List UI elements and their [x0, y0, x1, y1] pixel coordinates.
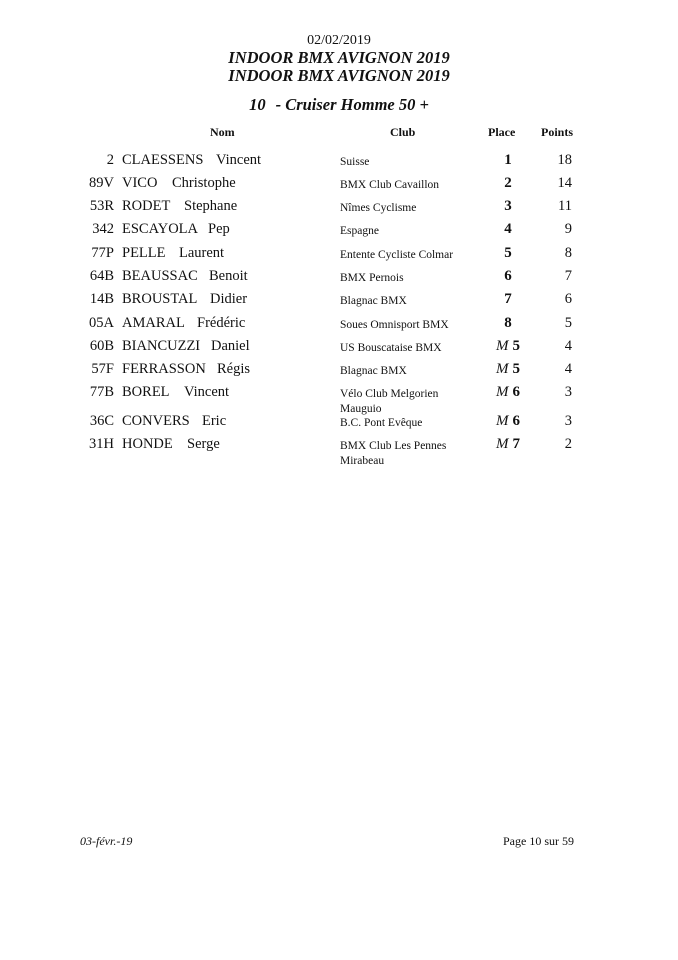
rider-points: 2: [564, 436, 572, 452]
column-header-points: Points: [541, 125, 574, 139]
rider-bib: 36C: [89, 413, 114, 429]
rider-place: [480, 291, 536, 308]
place-prefix: M: [496, 436, 509, 452]
rider-points: 4: [564, 361, 572, 377]
rider-club: Blagnac BMX: [340, 365, 407, 377]
result-row: [0, 413, 678, 435]
rider-bib: 05A: [89, 315, 114, 331]
rider-place: [480, 338, 536, 355]
rider-points: 8: [564, 245, 572, 261]
result-row: [0, 291, 678, 313]
rider-bib: 64B: [89, 268, 114, 284]
place-value: 7: [512, 436, 520, 452]
place-value: 6: [512, 384, 520, 400]
rider-points: 7: [564, 268, 572, 284]
place-value: 7: [504, 291, 512, 307]
rider-bib: 342: [92, 221, 114, 237]
place-value: 5: [512, 338, 520, 354]
rider-last-name: BIANCUZZI: [122, 338, 201, 354]
rider-points: 9: [564, 221, 572, 237]
category-number: 10: [249, 95, 266, 114]
rider-points: 5: [564, 315, 572, 331]
rider-club: Blagnac BMX: [340, 295, 407, 307]
rider-last-name: BEAUSSAC: [122, 268, 198, 284]
result-row: [0, 338, 678, 360]
rider-bib: 14B: [89, 291, 114, 307]
result-row: [0, 221, 678, 243]
result-row: [0, 198, 678, 220]
rider-club: BMX Club Cavaillon: [340, 179, 440, 191]
rider-bib: 89V: [89, 175, 114, 191]
rider-first-name: Eric: [202, 413, 227, 429]
results-date: 02/02/2019: [307, 33, 371, 48]
rider-place: [480, 245, 536, 262]
place-value: 3: [504, 198, 512, 214]
category-title: [0, 95, 678, 115]
event-title-repeat: INDOOR BMX AVIGNON 2019: [228, 66, 450, 85]
rider-club: US Bouscataise BMX: [340, 342, 442, 354]
rider-last-name: PELLE: [122, 245, 166, 261]
rider-last-name: VICO: [122, 175, 158, 191]
rider-club: Entente Cycliste Colmar: [340, 249, 454, 261]
rider-last-name: HONDE: [122, 436, 173, 452]
rider-club: B.C. Pont Evêque: [340, 417, 423, 429]
event-title: INDOOR BMX AVIGNON 2019: [228, 48, 450, 67]
rider-points: 4: [564, 338, 572, 354]
place-value: 5: [512, 361, 520, 377]
rider-club: BMX Club Les Pennes Mirabeau: [340, 440, 447, 467]
column-header-place: Place: [488, 125, 516, 139]
rider-place: [480, 175, 536, 192]
rider-last-name: BROUSTAL: [122, 291, 198, 307]
category-name: - Cruiser Homme 50 +: [275, 95, 429, 114]
rider-first-name: Stephane: [184, 198, 238, 214]
place-value: 5: [504, 245, 512, 261]
rider-points: 3: [564, 384, 572, 400]
rider-first-name: Daniel: [211, 338, 250, 354]
rider-place: [480, 436, 536, 453]
rider-last-name: CLAESSENS: [122, 152, 204, 168]
place-prefix: M: [496, 413, 509, 429]
rider-place: [480, 221, 536, 238]
result-row: [0, 175, 678, 197]
rider-points: 3: [564, 413, 572, 429]
rider-first-name: Benoit: [209, 268, 248, 284]
rider-place: [480, 413, 536, 430]
result-row: [0, 384, 678, 415]
rider-last-name: BOREL: [122, 384, 170, 400]
rider-bib: 57F: [91, 361, 114, 377]
place-prefix: M: [496, 361, 509, 377]
place-value: 2: [504, 175, 512, 191]
column-header-name: Nom: [210, 125, 235, 139]
place-value: 6: [504, 268, 512, 284]
rider-place: [480, 152, 536, 169]
rider-last-name: CONVERS: [122, 413, 190, 429]
rider-first-name: Régis: [217, 361, 251, 377]
rider-first-name: Vincent: [184, 384, 230, 400]
place-value: 6: [512, 413, 520, 429]
rider-bib: 60B: [89, 338, 114, 354]
place-prefix: M: [496, 384, 509, 400]
result-row: [0, 361, 678, 383]
rider-bib: 31H: [89, 436, 114, 452]
rider-points: 6: [564, 291, 572, 307]
result-row: [0, 245, 678, 267]
rider-club: Espagne: [340, 225, 379, 237]
rider-first-name: Serge: [187, 436, 220, 452]
place-value: 8: [504, 315, 512, 331]
rider-club: Nîmes Cyclisme: [340, 202, 417, 214]
rider-first-name: Christophe: [172, 175, 236, 191]
rider-place: [480, 198, 536, 215]
rider-place: [480, 384, 536, 401]
rider-club: Suisse: [340, 156, 370, 168]
result-row: [0, 315, 678, 337]
rider-bib: 77P: [91, 245, 114, 261]
place-prefix: M: [496, 338, 509, 354]
rider-first-name: Laurent: [179, 245, 225, 261]
place-value: 4: [504, 221, 512, 237]
rider-club: BMX Pernois: [340, 272, 404, 284]
rider-first-name: Didier: [210, 291, 248, 307]
rider-bib: 77B: [89, 384, 114, 400]
rider-last-name: FERRASSON: [122, 361, 206, 377]
rider-last-name: RODET: [122, 198, 171, 214]
rider-club: Vélo Club Melgorien Mauguio: [340, 388, 439, 415]
rider-place: [480, 268, 536, 285]
rider-last-name: AMARAL: [122, 315, 185, 331]
place-value: 1: [504, 152, 512, 168]
rider-first-name: Vincent: [216, 152, 262, 168]
rider-points: 14: [557, 175, 572, 191]
rider-first-name: Pep: [208, 221, 230, 237]
page-number: Page 10 sur 59: [503, 834, 574, 848]
rider-place: [480, 315, 536, 332]
rider-bib: 2: [106, 152, 114, 168]
result-row: [0, 152, 678, 174]
rider-club: Soues Omnisport BMX: [340, 319, 449, 331]
rider-bib: 53R: [89, 198, 114, 214]
rider-last-name: ESCAYOLA: [122, 221, 199, 237]
rider-place: [480, 361, 536, 378]
rider-points: 11: [558, 198, 572, 214]
rider-points: 18: [557, 152, 572, 168]
result-row: [0, 436, 678, 467]
result-row: [0, 268, 678, 290]
rider-first-name: Frédéric: [197, 315, 246, 331]
footer-date: 03-févr.-19: [80, 834, 133, 848]
column-header-club: Club: [390, 125, 416, 139]
